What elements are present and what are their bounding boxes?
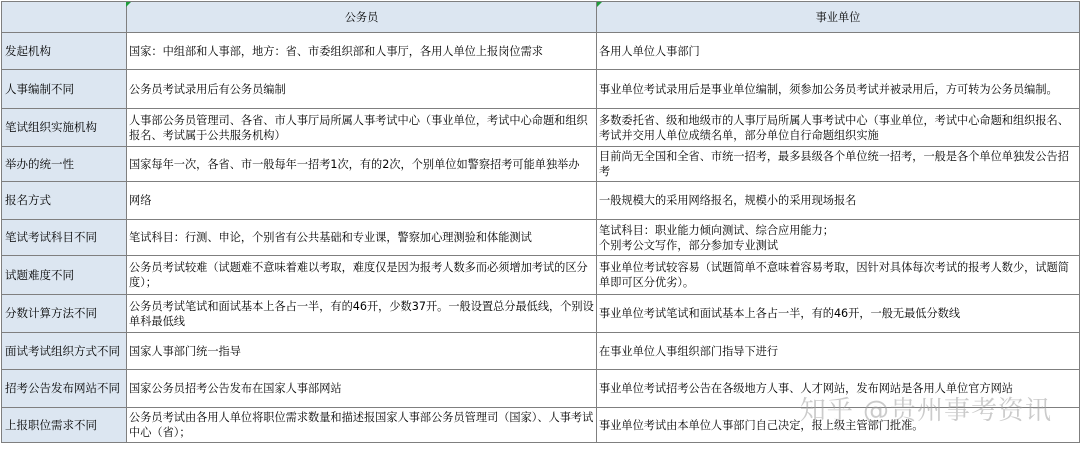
- row-label: 举办的统一性: [2, 147, 127, 182]
- civil-servant-cell: 笔试科目：行测、申论，个别省有公共基础和专业课，警察加心理测验和体能测试: [127, 220, 597, 256]
- cell-marker-icon: [126, 2, 131, 7]
- civil-servant-cell: 网络: [127, 182, 597, 220]
- civil-servant-cell: 国家：中组部和人事部，地方：省、市委组织部和人事厅，各用人单位上报岗位需求: [127, 33, 597, 70]
- row-label: 招考公告发布网站不同: [2, 370, 127, 408]
- table-row: [2, 256, 1080, 295]
- row-label: 笔试组织实施机构: [2, 109, 127, 147]
- public-institution-cell: 事业单位考试笔试和面试基本上各占一半，有的46开，一般无最低分数线: [597, 295, 1080, 333]
- row-label: 发起机构: [2, 33, 127, 70]
- civil-servant-cell: 国家人事部门统一指导: [127, 333, 597, 370]
- civil-servant-cell: 人事部公务员管理司、各省、市人事厅局所属人事考试中心（事业单位，考试中心命题和组织报名、考试属于公共服务机构）: [127, 109, 597, 147]
- row-label: 人事编制不同: [2, 70, 127, 109]
- table-row: [2, 333, 1080, 370]
- column-header-public-institution: 事业单位: [597, 2, 1080, 33]
- column-header-civil-servant: 公务员: [127, 2, 597, 33]
- table-row: [2, 182, 1080, 220]
- table-row: [2, 70, 1080, 109]
- public-institution-cell: 多数委托省、级和地级市的人事厅局所属人事考试中心（事业单位，考试中心命题和组织报名、考试并交用人单位成绩名单，部分单位自行命题组织实施: [597, 109, 1080, 147]
- row-label: 面试考试组织方式不同: [2, 333, 127, 370]
- public-institution-cell: 目前尚无全国和全省、市统一招考，最多县级各个单位统一招考，一般是各个单位单独发公告招考: [597, 147, 1080, 182]
- table-row: [2, 370, 1080, 408]
- row-label: 报名方式: [2, 182, 127, 220]
- public-institution-cell: 事业单位考试由本单位人事部门自己决定，报上级主管部门批准。: [597, 408, 1080, 443]
- public-institution-cell: 各用人单位人事部门: [597, 33, 1080, 70]
- public-institution-cell: 事业单位考试录用后是事业单位编制，须参加公务员考试并被录用后，方可转为公务员编制。: [597, 70, 1080, 109]
- corner-cell: [2, 2, 127, 33]
- civil-servant-cell: 公务员考试较难（试题难不意味着难以考取，难度仅是因为报考人数多而必须增加考试的区分度）；: [127, 256, 597, 295]
- row-label: 试题难度不同: [2, 256, 127, 295]
- civil-servant-cell: 国家公务员招考公告发布在国家人事部网站: [127, 370, 597, 408]
- header-row: [2, 2, 1080, 33]
- public-institution-cell: 笔试科目：职业能力倾向测试、综合应用能力； 个别考公文写作，部分参加专业测试: [597, 220, 1080, 256]
- civil-servant-cell: 国家每年一次，各省、市一般每年一招考1次，有的2次，个别单位如警察招考可能单独举办: [127, 147, 597, 182]
- comparison-table: [1, 1, 1080, 443]
- public-institution-cell: 在事业单位人事组织部门指导下进行: [597, 333, 1080, 370]
- table-row: [2, 408, 1080, 443]
- table-row: [2, 295, 1080, 333]
- table-row: [2, 220, 1080, 256]
- row-label: 上报职位需求不同: [2, 408, 127, 443]
- public-institution-cell: 事业单位考试招考公告在各级地方人事、人才网站，发布网站是各用人单位官方网站: [597, 370, 1080, 408]
- public-institution-cell: 一般规模大的采用网络报名，规模小的采用现场报名: [597, 182, 1080, 220]
- civil-servant-cell: 公务员考试笔试和面试基本上各占一半，有的46开，少数37开。一般设置总分最低线，个别设单科最低线: [127, 295, 597, 333]
- public-institution-cell: 事业单位考试较容易（试题简单不意味着容易考取，因针对具体每次考试的报考人数少，试题简单即可区分优劣）。: [597, 256, 1080, 295]
- cell-marker-icon: [597, 2, 602, 7]
- table-body: [2, 33, 1080, 443]
- row-label: 笔试考试科目不同: [2, 220, 127, 256]
- civil-servant-cell: 公务员考试由各用人单位将职位需求数量和描述报国家人事部公务员管理司（国家）、人事考试中心（省）；: [127, 408, 597, 443]
- watermark: 知乎 @贵州事考资讯: [799, 396, 1052, 426]
- table-row: [2, 33, 1080, 70]
- civil-servant-cell: 公务员考试录用后有公务员编制: [127, 70, 597, 109]
- table-row: [2, 109, 1080, 147]
- row-label: 分数计算方法不同: [2, 295, 127, 333]
- table-row: [2, 147, 1080, 182]
